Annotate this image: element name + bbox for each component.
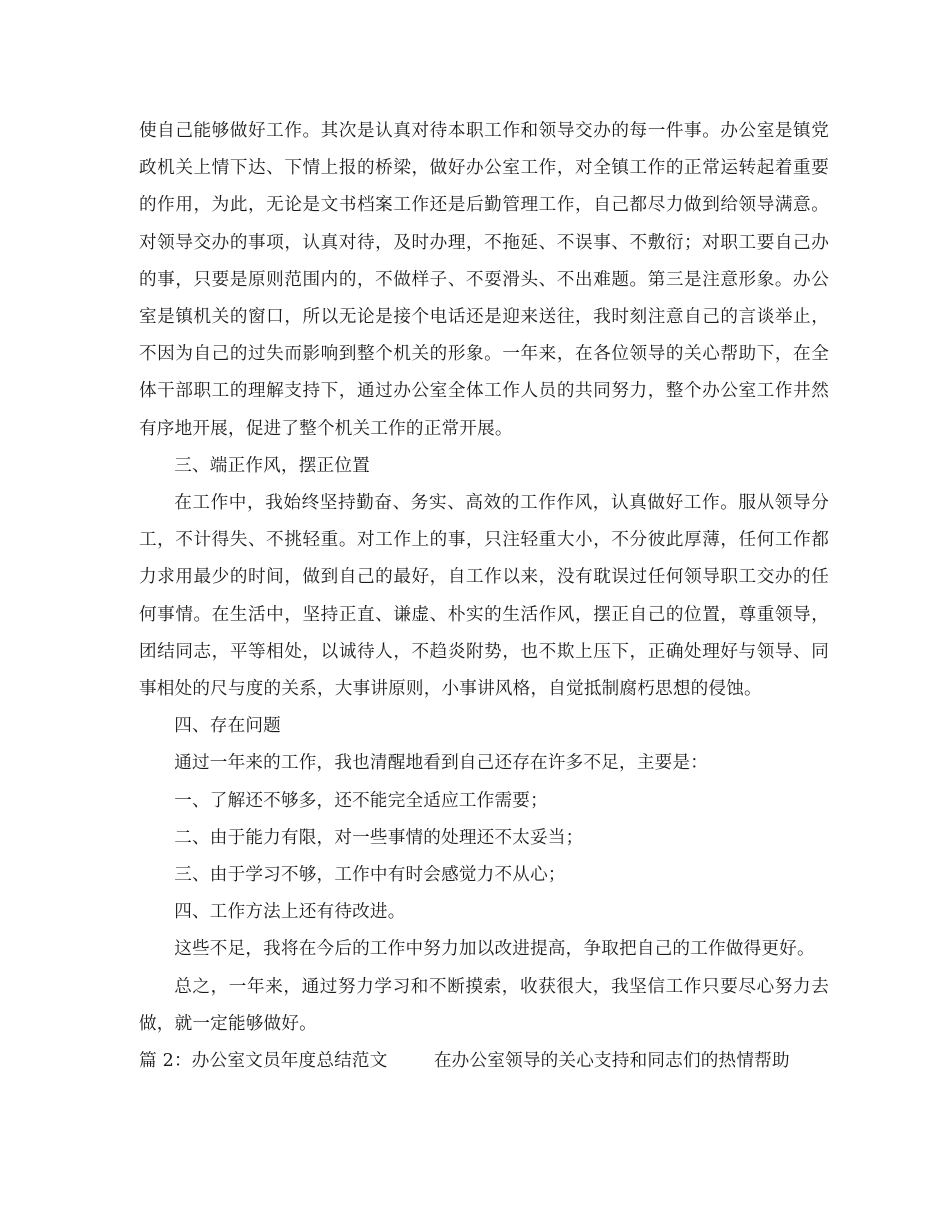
paragraph-office-duties: 使自己能够做好工作。其次是认真对待本职工作和领导交办的每一件事。办公室是镇党政机关上情下达、下情上报的桥梁，做好办公室工作，对全镇工作的正常运转起着重要的作用，为此，无论是文书档案工作还是后勤管理工作，自己都尽力做到给领导满意。对领导交办的事项，认真对待，及时办理，不拖延、不误事、不敷衍；对职工要自己办的事，只要是原则范围内的，不做样子、不耍滑头、不出难题。第三是注意形象。办公室是镇机关的窗口，所以无论是接个电话还是迎来送往，我时刻注意自己的言谈举止，不因为自己的过失而影响到整个机关的形象。一年来，在各位领导的关心帮助下，在全体干部职工的理解支持下，通过办公室全体工作人员的共同努力，整个办公室工作井然有序地开展，促进了整个机关工作的正常开展。 bbox=[139, 121, 829, 439]
document-body bbox=[139, 113, 829, 1080]
article-2-lead: 在办公室领导的关心支持和同志们的热情帮助 bbox=[433, 1051, 790, 1072]
section-heading-problems: 四、存在问题 bbox=[174, 716, 281, 737]
article-2-title: 篇 2：办公室文员年度总结范文 bbox=[139, 1051, 388, 1072]
paragraph-conclusion: 总之，一年来，通过努力学习和不断摸索，收获很大，我坚信工作只要尽心努力去做，就一定能够做好。 bbox=[139, 976, 829, 1034]
list-item-problem-4: 四、工作方法上还有待改进。 bbox=[174, 902, 406, 923]
paragraph-problems-intro: 通过一年来的工作，我也清醒地看到自己还存在许多不足，主要是： bbox=[174, 753, 709, 774]
section-heading-work-style: 三、端正作风，摆正位置 bbox=[174, 455, 370, 476]
list-item-problem-1: 一、了解还不够多，还不能完全适应工作需要； bbox=[174, 790, 548, 811]
paragraph-improvement: 这些不足，我将在今后的工作中努力加以改进提高，争取把自己的工作做得更好。 bbox=[174, 939, 815, 960]
article-2-header bbox=[139, 1043, 829, 1080]
paragraph-work-style: 在工作中，我始终坚持勤奋、务实、高效的工作作风，认真做好工作。服从领导分工，不计得失、不挑轻重。对工作上的事，只注轻重大小，不分彼此厚薄，任何工作都力求用最少的时间，做到自己的最好，自工作以来，没有耽误过任何领导职工交办的任何事情。在生活中，坚持正直、谦虚、朴实的生活作风，摆正自己的位置，尊重领导，团结同志，平等相处，以诚待人，不趋炎附势，也不欺上压下，正确处理好与领导、同事相处的尺与度的关系，大事讲原则，小事讲风格，自觉抵制腐朽思想的侵蚀。 bbox=[139, 493, 829, 700]
list-item-problem-2: 二、由于能力有限，对一些事情的处理还不太妥当； bbox=[174, 827, 584, 848]
list-item-problem-3: 三、由于学习不够，工作中有时会感觉力不从心； bbox=[174, 865, 566, 886]
